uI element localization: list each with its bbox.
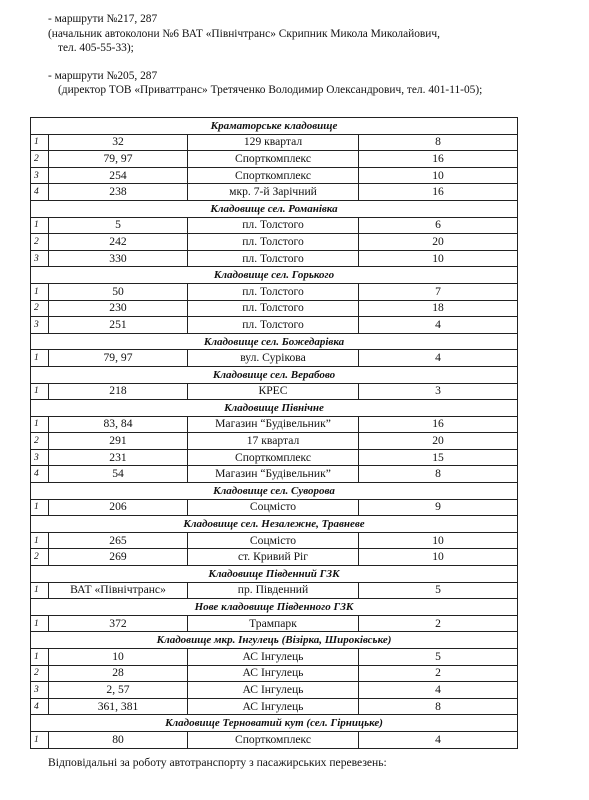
vehicle-count: 18 — [359, 300, 518, 317]
row-number: 2 — [31, 549, 49, 566]
table-row — [31, 449, 518, 466]
stop-name: Магазин “Будівельник” — [188, 416, 359, 433]
section-title: Кладовище мкр. Інгулець (Візірка, Широківське) — [31, 632, 518, 649]
route-number: 10 — [49, 649, 188, 666]
stop-name: пл. Толстого — [188, 250, 359, 267]
section-header-row — [31, 516, 518, 533]
vehicle-count: 8 — [359, 466, 518, 483]
vehicle-count: 8 — [359, 134, 518, 151]
vehicle-count: 16 — [359, 416, 518, 433]
route-number: 79, 97 — [49, 350, 188, 367]
row-number: 3 — [31, 250, 49, 267]
stop-name: АС Інгулець — [188, 698, 359, 715]
route-number: 32 — [49, 134, 188, 151]
section-header-row — [31, 483, 518, 500]
vehicle-count: 6 — [359, 217, 518, 234]
section-title: Нове кладовище Південного ГЗК — [31, 599, 518, 616]
route-number: 372 — [49, 615, 188, 632]
stop-name: Соцмісто — [188, 532, 359, 549]
route-number: 265 — [49, 532, 188, 549]
stop-name: Спорткомплекс — [188, 167, 359, 184]
row-number: 1 — [31, 350, 49, 367]
route-number: 80 — [49, 731, 188, 748]
table-row — [31, 615, 518, 632]
vehicle-count: 4 — [359, 682, 518, 699]
table-row — [31, 532, 518, 549]
section-title: Кладовище Північне — [31, 400, 518, 417]
route-contact-1a: (начальник автоколони №6 ВАТ «Північтранс» Скрипник Микола Миколайович, — [48, 27, 440, 40]
row-number: 1 — [31, 283, 49, 300]
table-row — [31, 682, 518, 699]
vehicle-count: 15 — [359, 449, 518, 466]
footer-text: Відповідальні за роботу автотранспорту з пасажирських перевезень: — [48, 756, 387, 769]
route-number: 330 — [49, 250, 188, 267]
row-number: 4 — [31, 698, 49, 715]
table-row — [31, 151, 518, 168]
row-number: 2 — [31, 151, 49, 168]
stop-name: КРЕС — [188, 383, 359, 400]
row-number: 3 — [31, 317, 49, 334]
table-row — [31, 167, 518, 184]
table-row — [31, 416, 518, 433]
section-header-row — [31, 632, 518, 649]
route-number: 291 — [49, 433, 188, 450]
route-number: 238 — [49, 184, 188, 201]
vehicle-count: 2 — [359, 615, 518, 632]
vehicle-count: 20 — [359, 433, 518, 450]
row-number: 1 — [31, 383, 49, 400]
row-number: 1 — [31, 134, 49, 151]
table-row — [31, 665, 518, 682]
stop-name: Трампарк — [188, 615, 359, 632]
row-number: 2 — [31, 433, 49, 450]
section-header-row — [31, 715, 518, 732]
stop-name: вул. Сурікова — [188, 350, 359, 367]
section-header-row — [31, 566, 518, 583]
table-row — [31, 217, 518, 234]
stop-name: АС Інгулець — [188, 682, 359, 699]
vehicle-count: 10 — [359, 167, 518, 184]
row-number: 1 — [31, 649, 49, 666]
row-number: 2 — [31, 234, 49, 251]
stop-name: 17 квартал — [188, 433, 359, 450]
route-number: 79, 97 — [49, 151, 188, 168]
vehicle-count: 5 — [359, 582, 518, 599]
route-contact-1b: тел. 405-55-33); — [58, 42, 134, 54]
row-number: 1 — [31, 615, 49, 632]
stop-name: пр. Південний — [188, 582, 359, 599]
table-row — [31, 582, 518, 599]
table-row — [31, 234, 518, 251]
table-row — [31, 283, 518, 300]
vehicle-count: 4 — [359, 317, 518, 334]
route-number: 5 — [49, 217, 188, 234]
row-number: 3 — [31, 449, 49, 466]
vehicle-count: 10 — [359, 250, 518, 267]
stop-name: Спорткомплекс — [188, 151, 359, 168]
vehicle-count: 20 — [359, 234, 518, 251]
section-title: Кладовище сел. Горького — [31, 267, 518, 284]
section-title: Кладовище сел. Божедарівка — [31, 333, 518, 350]
route-number: 269 — [49, 549, 188, 566]
stop-name: пл. Толстого — [188, 234, 359, 251]
stop-name: АС Інгулець — [188, 649, 359, 666]
section-title: Кладовище сел. Романівка — [31, 200, 518, 217]
vehicle-count: 4 — [359, 350, 518, 367]
vehicle-count: 5 — [359, 649, 518, 666]
route-number: 242 — [49, 234, 188, 251]
route-number: 254 — [49, 167, 188, 184]
table-row — [31, 134, 518, 151]
stop-name: Магазин “Будівельник” — [188, 466, 359, 483]
route-number: 231 — [49, 449, 188, 466]
table-row — [31, 350, 518, 367]
vehicle-count: 3 — [359, 383, 518, 400]
route-number: 54 — [49, 466, 188, 483]
table-row — [31, 549, 518, 566]
vehicle-count: 10 — [359, 549, 518, 566]
stop-name: ст. Кривий Ріг — [188, 549, 359, 566]
row-number: 1 — [31, 416, 49, 433]
stop-name: 129 квартал — [188, 134, 359, 151]
row-number: 1 — [31, 532, 49, 549]
stop-name: Спорткомплекс — [188, 731, 359, 748]
table-row — [31, 731, 518, 748]
row-number: 2 — [31, 300, 49, 317]
row-number: 1 — [31, 582, 49, 599]
route-number: 218 — [49, 383, 188, 400]
stop-name: Соцмісто — [188, 499, 359, 516]
table-row — [31, 433, 518, 450]
table-row — [31, 466, 518, 483]
table-row — [31, 499, 518, 516]
vehicle-count: 2 — [359, 665, 518, 682]
section-header-row — [31, 400, 518, 417]
vehicle-count: 16 — [359, 184, 518, 201]
vehicle-count: 8 — [359, 698, 518, 715]
route-line-1: - маршрути №217, 287 — [48, 13, 158, 25]
table-row — [31, 317, 518, 334]
section-header-row — [31, 267, 518, 284]
section-header-row — [31, 366, 518, 383]
section-header-row — [31, 333, 518, 350]
table-row — [31, 698, 518, 715]
stop-name: АС Інгулець — [188, 665, 359, 682]
row-number: 3 — [31, 167, 49, 184]
vehicle-count: 4 — [359, 731, 518, 748]
routes-table — [30, 117, 518, 749]
row-number: 3 — [31, 682, 49, 699]
table-row — [31, 250, 518, 267]
row-number: 1 — [31, 217, 49, 234]
route-number: 206 — [49, 499, 188, 516]
stop-name: пл. Толстого — [188, 283, 359, 300]
section-title: Кладовище Південний ГЗК — [31, 566, 518, 583]
row-number: 4 — [31, 466, 49, 483]
stop-name: пл. Толстого — [188, 317, 359, 334]
stop-name: пл. Толстого — [188, 300, 359, 317]
routes-table-body — [31, 118, 518, 749]
stop-name: Спорткомплекс — [188, 449, 359, 466]
row-number: 4 — [31, 184, 49, 201]
section-title: Кладовище сел. Незалежне, Травневе — [31, 516, 518, 533]
route-number: 83, 84 — [49, 416, 188, 433]
section-title: Краматорське кладовище — [31, 118, 518, 135]
section-header-row — [31, 599, 518, 616]
vehicle-count: 16 — [359, 151, 518, 168]
route-number: 361, 381 — [49, 698, 188, 715]
route-number: 230 — [49, 300, 188, 317]
route-number: 28 — [49, 665, 188, 682]
stop-name: мкр. 7-й Зарічний — [188, 184, 359, 201]
route-number: 2, 57 — [49, 682, 188, 699]
section-header-row — [31, 200, 518, 217]
section-header-row — [31, 118, 518, 135]
route-contact-2: (директор ТОВ «Приваттранс» Третяченко Володимир Олександрович, тел. 401-11-05); — [58, 84, 483, 96]
row-number: 1 — [31, 499, 49, 516]
table-row — [31, 383, 518, 400]
route-number: 50 — [49, 283, 188, 300]
route-line-2: - маршрути №205, 287 — [48, 69, 158, 82]
stop-name: пл. Толстого — [188, 217, 359, 234]
route-number: 251 — [49, 317, 188, 334]
table-row — [31, 649, 518, 666]
route-number: ВАТ «Північтранс» — [49, 582, 188, 599]
vehicle-count: 7 — [359, 283, 518, 300]
row-number: 1 — [31, 731, 49, 748]
intro-block — [48, 12, 548, 98]
section-title: Кладовище Терноватий кут (сел. Гірницьке) — [31, 715, 518, 732]
vehicle-count: 9 — [359, 499, 518, 516]
vehicle-count: 10 — [359, 532, 518, 549]
section-title: Кладовище сел. Верабово — [31, 366, 518, 383]
table-row — [31, 300, 518, 317]
section-title: Кладовище сел. Суворова — [31, 483, 518, 500]
table-row — [31, 184, 518, 201]
row-number: 2 — [31, 665, 49, 682]
